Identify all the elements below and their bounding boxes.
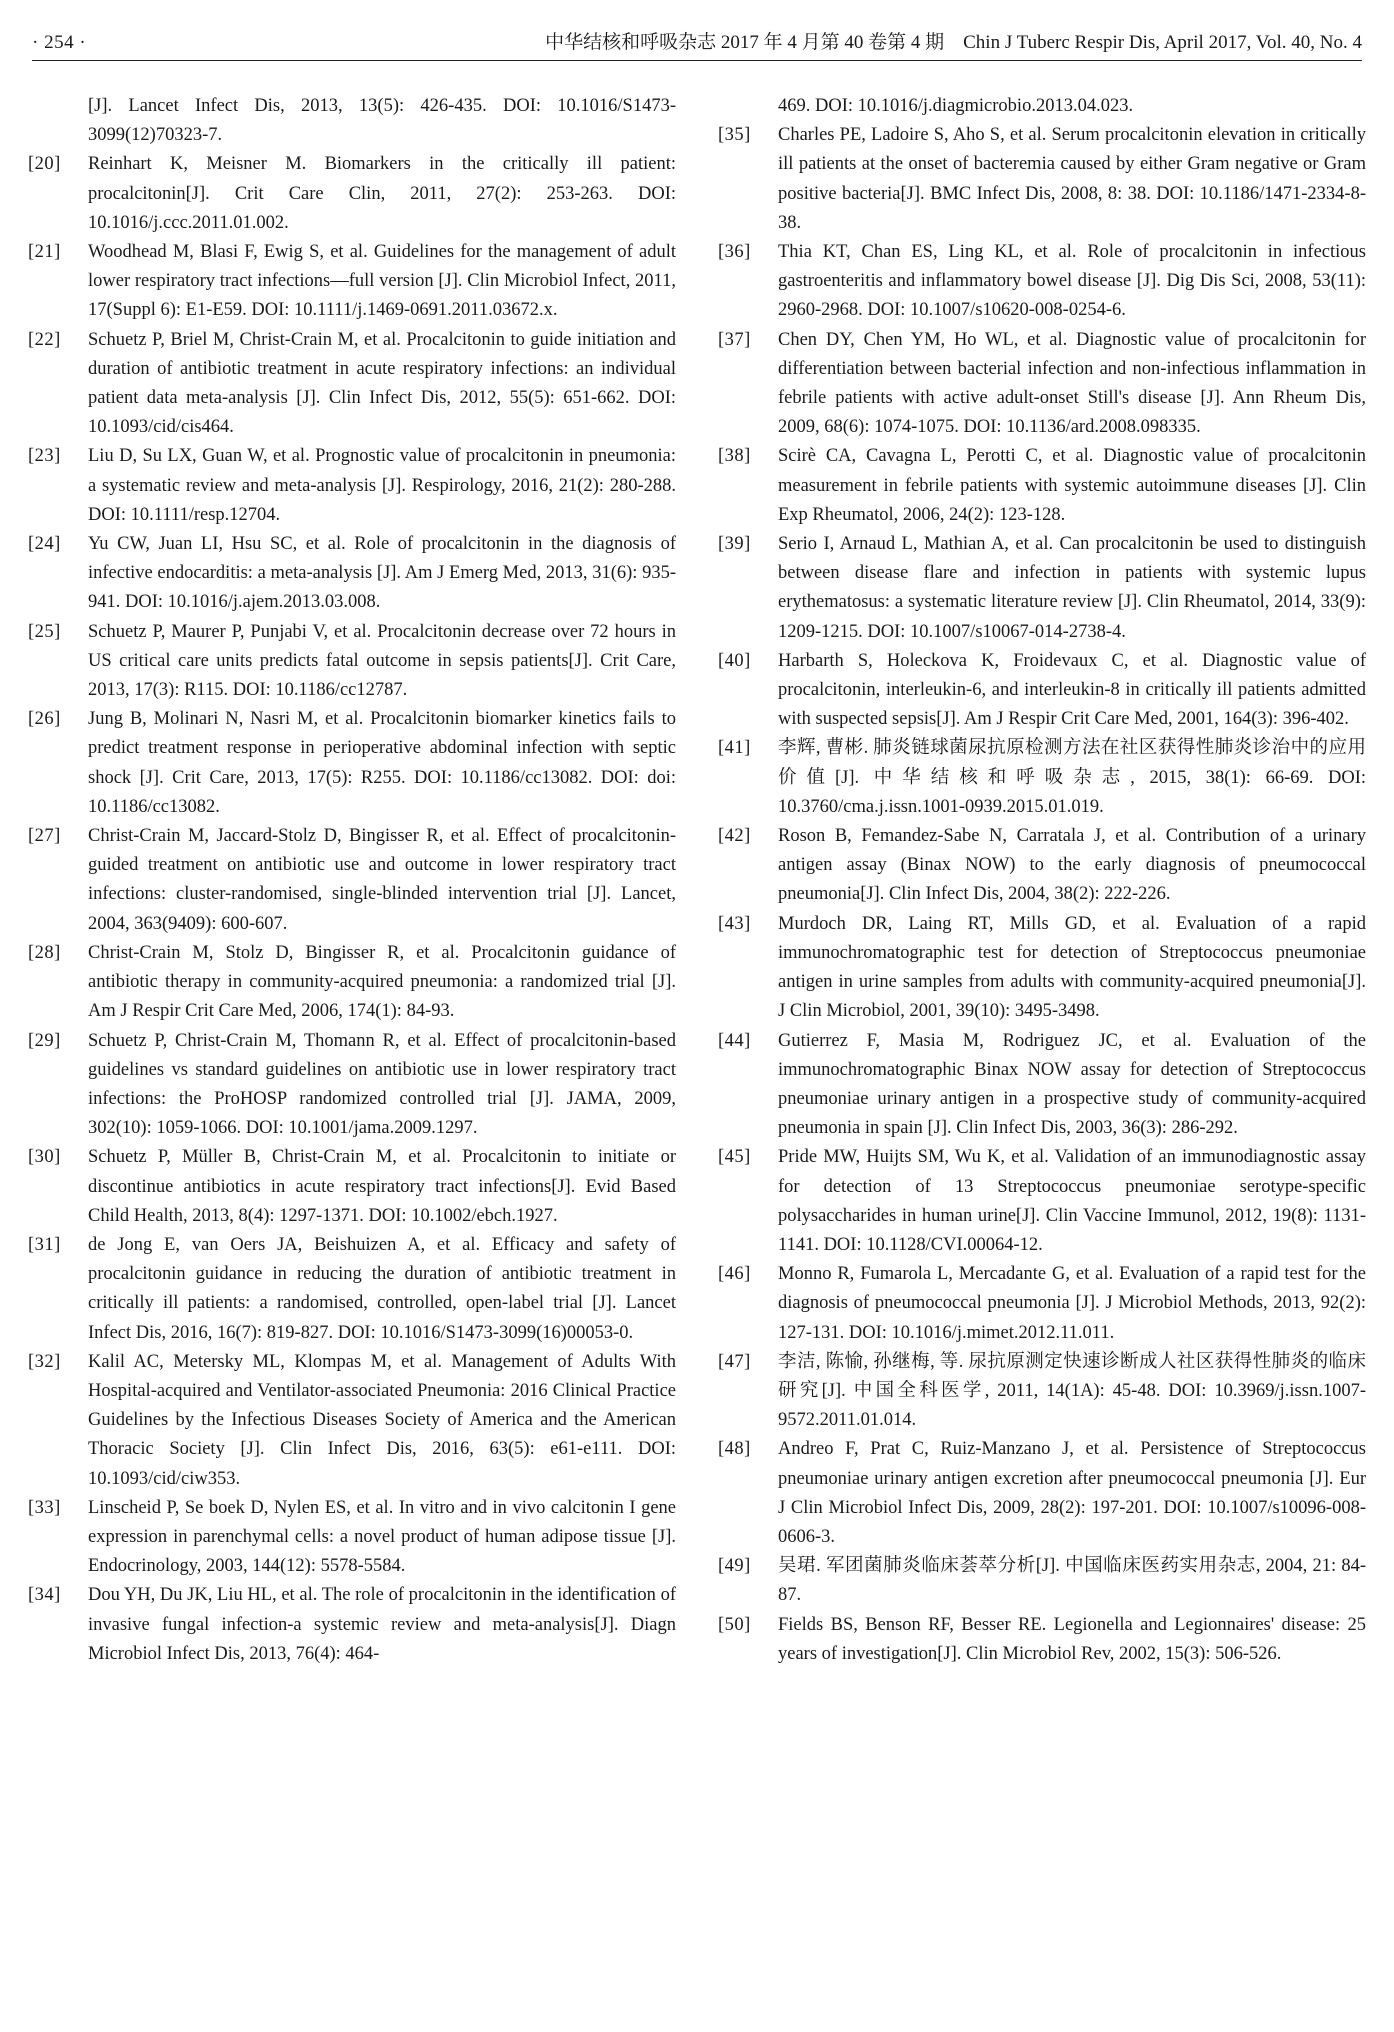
reference-number: [36]: [718, 242, 751, 263]
reference-46: [718, 1260, 1366, 1348]
reference-number: [31]: [28, 1234, 61, 1255]
reference-28: [28, 939, 676, 1027]
reference-number: [25]: [28, 621, 61, 642]
reference-44: [718, 1027, 1366, 1144]
reference-text: Liu D, Su LX, Guan W, et al. Prognostic value of procalcitonin in pneumonia: a systematic review and meta-analysis [J]. Respirology, 2016, 21(2): 280-288. DOI: 10.1111/resp.12704.: [88, 446, 676, 525]
reference-32: [28, 1348, 676, 1494]
reference-20: [28, 150, 676, 238]
reference-31: [28, 1231, 676, 1348]
references-columns: [28, 92, 1366, 2012]
right-column: [718, 92, 1366, 2012]
reference-text: 李洁, 陈愉, 孙继梅, 等. 尿抗原测定快速诊断成人社区获得性肺炎的临床研究[J]. 中国全科医学, 2011, 14(1A): 45-48. DOI: 10.3969/j.issn.1007-9572.2011.01.014.: [778, 1351, 1366, 1431]
reference-number: [42]: [718, 826, 751, 847]
reference-text: Christ-Crain M, Stolz D, Bingisser R, et al. Procalcitonin guidance of antibiotic therapy in community-acquired pneumonia: a randomized trial [J]. Am J Respir Crit Care Med, 2006, 174(1): 84-93.: [88, 942, 676, 1022]
reference-continuation: [28, 92, 676, 150]
reference-45: [718, 1143, 1366, 1260]
reference-text: Schuetz P, Briel M, Christ-Crain M, et al. Procalcitonin to guide initiation and duration of antibiotic treatment in acute respiratory infections: an individual patient data meta-analysis [J]. Clin Infect Dis, 2012, 55(5): 651-662. DOI: 10.1093/cid/cis464.: [88, 329, 676, 438]
reference-39: [718, 530, 1366, 647]
reference-text: de Jong E, van Oers JA, Beishuizen A, et al. Efficacy and safety of procalcitonin guidance in reducing the duration of antibiotic treatment in critically ill patients: a randomised, controlled, open-label trial [J]. Lancet Infect Dis, 2016, 16(7): 819-827. DOI: 10.1016/S1473-3099(16)00053-0.: [88, 1234, 676, 1343]
reference-50: [718, 1611, 1366, 1669]
reference-text: Monno R, Fumarola L, Mercadante G, et al. Evaluation of a rapid test for the diagnosis of pneumococcal pneumonia [J]. J Microbiol Methods, 2013, 92(2): 127-131. DOI: 10.1016/j.mimet.2012.11.011.: [778, 1264, 1366, 1343]
reference-23: [28, 442, 676, 530]
reference-text: Harbarth S, Holeckova K, Froidevaux C, et al. Diagnostic value of procalcitonin, interleukin-6, and interleukin-8 in critically ill patients admitted with suspected sepsis[J]. Am J Respir Crit Care Med, 2001, 164(3): 396-402.: [778, 650, 1366, 730]
left-column: [28, 92, 676, 2012]
reference-number: [28]: [28, 942, 61, 963]
reference-21: [28, 238, 676, 326]
reference-number: [47]: [718, 1351, 751, 1372]
reference-29: [28, 1027, 676, 1144]
reference-text: Woodhead M, Blasi F, Ewig S, et al. Guidelines for the management of adult lower respiratory tract infections—full version [J]. Clin Microbiol Infect, 2011, 17(Suppl 6): E1-E59. DOI: 10.1111/j.1469-0691.2011.03672.x.: [88, 242, 676, 321]
reference-text: Kalil AC, Metersky ML, Klompas M, et al. Management of Adults With Hospital-acquired and Ventilator-associated Pneumonia: 2016 Clinical Practice Guidelines by the Infectious Diseases Society of America and the American Thoracic Society [J]. Clin Infect Dis, 2016, 63(5): e61-e111. DOI: 10.1093/cid/ciw353.: [88, 1351, 676, 1489]
reference-text: Andreo F, Prat C, Ruiz-Manzano J, et al. Persistence of Streptococcus pneumoniae urinary antigen excretion after pneumococcal pneumonia [J]. Eur J Clin Microbiol Infect Dis, 2009, 28(2): 197-201. DOI: 10.1007/s10096-008-0606-3.: [778, 1439, 1366, 1547]
reference-number: [46]: [718, 1264, 751, 1285]
reference-42: [718, 822, 1366, 910]
page-number: · 254 ·: [32, 32, 87, 53]
reference-number: [40]: [718, 650, 751, 671]
reference-text: Christ-Crain M, Jaccard-Stolz D, Bingisser R, et al. Effect of procalcitonin-guided treatment on antibiotic use and outcome in lower respiratory tract infections: cluster-randomised, single-blinded intervention trial [J]. Lancet, 2004, 363(9409): 600-607.: [88, 826, 676, 934]
reference-number: [23]: [28, 446, 61, 467]
reference-number: [21]: [28, 242, 61, 263]
reference-24: [28, 530, 676, 618]
reference-number: [34]: [28, 1585, 61, 1606]
reference-text: Pride MW, Huijts SM, Wu K, et al. Validation of an immunodiagnostic assay for detection of 13 Streptococcus pneumoniae serotype-specific polysaccharides in human urine[J]. Clin Vaccine Immunol, 2012, 19(8): 1131-1141. DOI: 10.1128/CVI.00064-12.: [778, 1147, 1366, 1255]
reference-number: [48]: [718, 1439, 751, 1460]
reference-text: Jung B, Molinari N, Nasri M, et al. Procalcitonin biomarker kinetics fails to predict treatment response in perioperative abdominal infection with septic shock [J]. Crit Care, 2013, 17(5): R255. DOI: 10.1186/cc13082. DOI: doi: 10.1186/cc13082.: [88, 709, 676, 817]
reference-49: [718, 1552, 1366, 1610]
reference-text: Gutierrez F, Masia M, Rodriguez JC, et al. Evaluation of the immunochromatographic Binax NOW assay for detection of Streptococcus pneumoniae urinary antigen in a prospective study of community-acquired pneumonia in spain [J]. Clin Infect Dis, 2003, 36(3): 286-292.: [778, 1030, 1366, 1139]
reference-43: [718, 910, 1366, 1027]
reference-number: [33]: [28, 1497, 61, 1518]
reference-text: Schuetz P, Christ-Crain M, Thomann R, et al. Effect of procalcitonin-based guidelines vs standard guidelines on antibiotic use in lower respiratory tract infections: the ProHOSP randomized controlled trial [J]. JAMA, 2009, 302(10): 1059-1066. DOI: 10.1001/jama.2009.1297.: [88, 1030, 676, 1139]
reference-number: [37]: [718, 329, 751, 350]
reference-number: [35]: [718, 125, 751, 146]
reference-33: [28, 1494, 676, 1582]
reference-text: Dou YH, Du JK, Liu HL, et al. The role of procalcitonin in the identification of invasive fungal infection-a systemic review and meta-analysis[J]. Diagn Microbiol Infect Dis, 2013, 76(4): 464-: [88, 1585, 676, 1664]
reference-text: Yu CW, Juan LI, Hsu SC, et al. Role of procalcitonin in the diagnosis of infective endocarditis: a meta-analysis [J]. Am J Emerg Med, 2013, 31(6): 935-941. DOI: 10.1016/j.ajem.2013.03.008.: [88, 534, 676, 613]
reference-26: [28, 705, 676, 822]
reference-text: Charles PE, Ladoire S, Aho S, et al. Serum procalcitonin elevation in critically ill patients at the onset of bacteremia caused by either Gram negative or Gram positive bacteria[J]. BMC Infect Dis, 2008, 8: 38. DOI: 10.1186/1471-2334-8-38.: [778, 125, 1366, 233]
reference-36: [718, 238, 1366, 326]
reference-number: [41]: [718, 738, 751, 759]
reference-number: [44]: [718, 1030, 751, 1051]
reference-text: 吴珺. 军团菌肺炎临床荟萃分析[J]. 中国临床医药实用杂志, 2004, 21: 84-87.: [778, 1556, 1366, 1606]
reference-number: [32]: [28, 1351, 61, 1372]
reference-37: [718, 326, 1366, 443]
reference-text: 李辉, 曹彬. 肺炎链球菌尿抗原检测方法在社区获得性肺炎诊治中的应用价值[J]. 中华结核和呼吸杂志, 2015, 38(1): 66-69. DOI: 10.3760/cma.j.issn.1001-0939.2015.01.019.: [778, 738, 1366, 817]
reference-text: Reinhart K, Meisner M. Biomarkers in the critically ill patient: procalcitonin[J]. Crit Care Clin, 2011, 27(2): 253-263. DOI: 10.1016/j.ccc.2011.01.002.: [88, 154, 676, 233]
reference-34: [28, 1581, 676, 1669]
reference-text: Schuetz P, Müller B, Christ-Crain M, et al. Procalcitonin to initiate or discontinue antibiotics in acute respiratory tract infections[J]. Evid Based Child Health, 2013, 8(4): 1297-1371. DOI: 10.1002/ebch.1927.: [88, 1147, 676, 1226]
reference-text: Chen DY, Chen YM, Ho WL, et al. Diagnostic value of procalcitonin for differentiation between bacterial infection and non-infectious inflammation in febrile patients with active adult-onset Still's disease [J]. Ann Rheum Dis, 2009, 68(6): 1074-1075. DOI: 10.1136/ard.2008.098335.: [778, 329, 1366, 438]
reference-38: [718, 442, 1366, 530]
reference-number: [26]: [28, 709, 61, 730]
reference-number: [43]: [718, 913, 751, 934]
reference-text: [J]. Lancet Infect Dis, 2013, 13(5): 426-435. DOI: 10.1016/S1473-3099(12)70323-7.: [88, 96, 676, 146]
reference-number: [27]: [28, 826, 61, 847]
reference-number: [22]: [28, 329, 61, 350]
reference-number: [45]: [718, 1147, 751, 1168]
reference-text: Murdoch DR, Laing RT, Mills GD, et al. Evaluation of a rapid immunochromatographic test for detection of Streptococcus pneumoniae antigen in urine samples from adults with community-acquired pneumonia[J]. J Clin Microbiol, 2001, 39(10): 3495-3498.: [778, 913, 1366, 1022]
reference-text: Roson B, Femandez-Sabe N, Carratala J, et al. Contribution of a urinary antigen assay (Binax NOW) to the early diagnosis of pneumococcal pneumonia[J]. Clin Infect Dis, 2004, 38(2): 222-226.: [778, 826, 1366, 905]
reference-number: [50]: [718, 1614, 751, 1635]
reference-30: [28, 1143, 676, 1231]
reference-text: 469. DOI: 10.1016/j.diagmicrobio.2013.04.023.: [778, 96, 1134, 116]
reference-number: [38]: [718, 446, 751, 467]
reference-number: [29]: [28, 1030, 61, 1051]
running-header: [32, 24, 1362, 61]
reference-35: [718, 121, 1366, 238]
reference-number: [20]: [28, 154, 61, 175]
reference-text: Scirè CA, Cavagna L, Perotti C, et al. Diagnostic value of procalcitonin measurement in febrile patients with systemic autoimmune diseases [J]. Clin Exp Rheumatol, 2006, 24(2): 123-128.: [778, 446, 1366, 525]
reference-number: [39]: [718, 534, 751, 555]
reference-41: [718, 734, 1366, 822]
reference-text: Linscheid P, Se boek D, Nylen ES, et al. In vitro and in vivo calcitonin I gene expression in parenchymal cells: a novel product of human adipose tissue [J]. Endocrinology, 2003, 144(12): 5578-5584.: [88, 1497, 676, 1577]
reference-text: Schuetz P, Maurer P, Punjabi V, et al. Procalcitonin decrease over 72 hours in US critical care units predicts fatal outcome in sepsis patients[J]. Crit Care, 2013, 17(3): R115. DOI: 10.1186/cc12787.: [88, 621, 676, 701]
reference-text: Serio I, Arnaud L, Mathian A, et al. Can procalcitonin be used to distinguish between disease flare and infection in patients with systemic lupus erythematosus: a systematic literature review [J]. Clin Rheumatol, 2014, 33(9): 1209-1215. DOI: 10.1007/s10067-014-2738-4.: [778, 534, 1366, 642]
reference-25: [28, 618, 676, 706]
reference-number: [49]: [718, 1556, 751, 1577]
reference-48: [718, 1435, 1366, 1552]
reference-27: [28, 822, 676, 939]
reference-text: Fields BS, Benson RF, Besser RE. Legionella and Legionnaires' disease: 25 years of investigation[J]. Clin Microbiol Rev, 2002, 15(3): 506-526.: [778, 1614, 1366, 1664]
reference-40: [718, 647, 1366, 735]
reference-number: [30]: [28, 1147, 61, 1168]
reference-47: [718, 1348, 1366, 1436]
reference-number: [24]: [28, 534, 61, 555]
reference-text: Thia KT, Chan ES, Ling KL, et al. Role of procalcitonin in infectious gastroenteritis and inflammatory bowel disease [J]. Dig Dis Sci, 2008, 53(11): 2960-2968. DOI: 10.1007/s10620-008-0254-6.: [778, 242, 1366, 321]
journal-citation-header: 中华结核和呼吸杂志 2017 年 4 月第 40 卷第 4 期 Chin J Tuberc Respir Dis, April 2017, Vol. 40, No. 4: [545, 32, 1362, 53]
reference-continuation: [718, 92, 1366, 121]
reference-22: [28, 326, 676, 443]
